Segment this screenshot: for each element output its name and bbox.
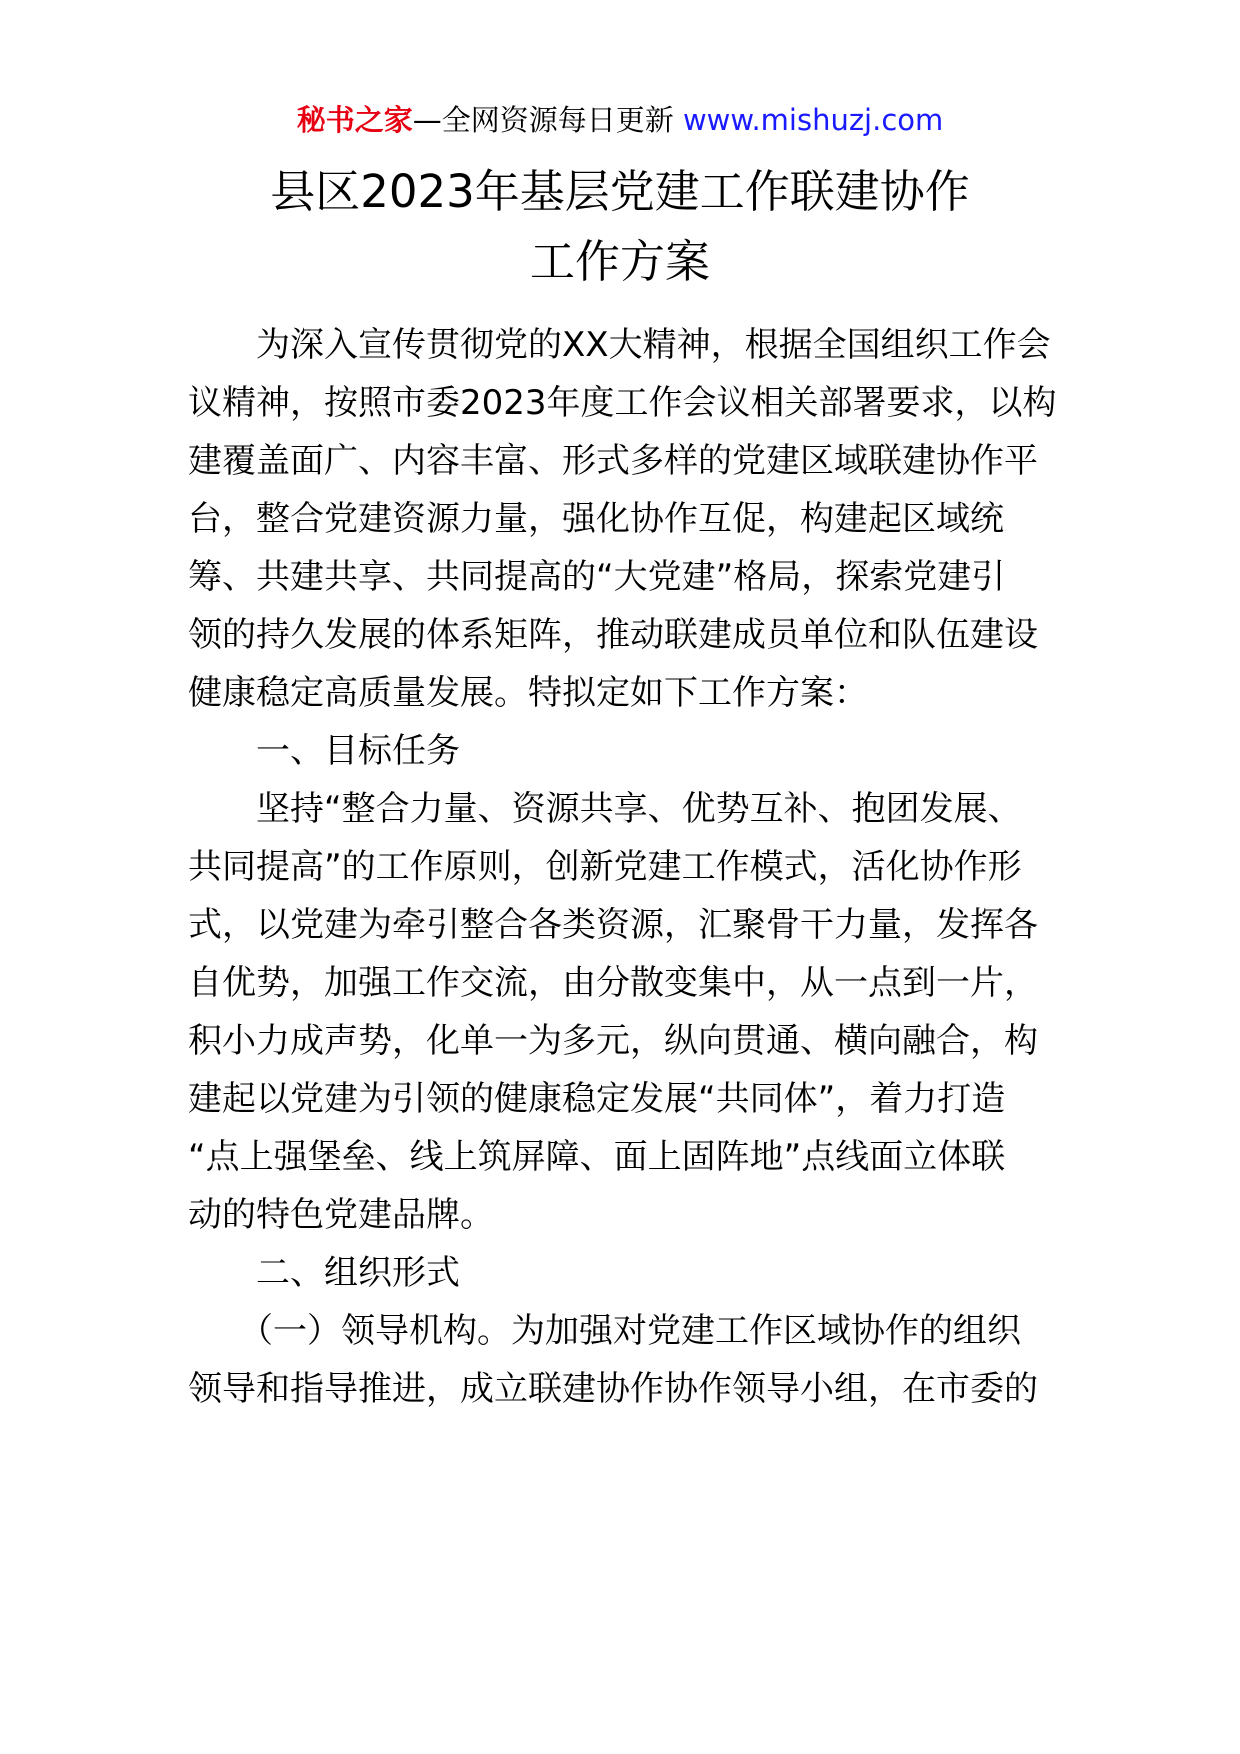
body-text-line: 台，整合党建资源力量，强化协作互促，构建起区域统: [188, 499, 1004, 539]
body-text-line: 式，以党建为牵引整合各类资源，汇聚骨干力量，发挥各: [188, 905, 1038, 945]
body-text-line: 筹、共建共享、共同提高的“大党建”格局，探索党建引: [188, 557, 1006, 597]
body-text-line: 建起以党建为引领的健康稳定发展“共同体”，着力打造: [188, 1079, 1006, 1119]
body-text-line: 议精神，按照市委2023年度工作会议相关部署要求，以构: [188, 383, 1057, 423]
body-text-line: 健康稳定高质量发展。特拟定如下工作方案：: [188, 673, 868, 713]
body-text-line: 共同提高”的工作原则，创新党建工作模式，活化协作形: [188, 847, 1022, 887]
document-title-line-2: 工作方案: [529, 235, 710, 288]
body-text-line: 坚持“整合力量、资源共享、优势互补、抱团发展、: [188, 789, 1022, 829]
body-text-line: 领的持久发展的体系矩阵，推动联建成员单位和队伍建设: [188, 615, 1038, 655]
body-text-line: 自优势，加强工作交流，由分散变集中，从一点到一片，: [188, 963, 1038, 1003]
site-url[interactable]: www.mishuzj.com: [682, 103, 944, 137]
body-text-line: 积小力成声势，化单一为多元，纵向贯通、横向融合，构: [188, 1021, 1038, 1061]
header-tagline: —全网资源每日更新: [412, 103, 674, 137]
site-header: [0, 100, 1240, 140]
document-title-line-1: 县区2023年基层党建工作联建协作: [270, 165, 970, 218]
body-text-line: （一）领导机构。为加强对党建工作区域协作的组织: [188, 1311, 1021, 1351]
body-text-line: 建覆盖面广、内容丰富、形式多样的党建区域联建协作平: [188, 441, 1038, 481]
brand-name: 秘书之家: [296, 103, 413, 137]
body-text-line: “点上强堡垒、线上筑屏障、面上固阵地”点线面立体联: [188, 1137, 1006, 1177]
body-text-line: 领导和指导推进，成立联建协作协作领导小组，在市委的: [188, 1369, 1038, 1409]
body-text-line: 为深入宣传贯彻党的XX大精神，根据全国组织工作会: [188, 325, 1051, 365]
section-heading: 二、组织形式: [188, 1253, 460, 1293]
body-text-line: 动的特色党建品牌。: [188, 1195, 494, 1235]
section-heading: 一、目标任务: [188, 731, 460, 771]
